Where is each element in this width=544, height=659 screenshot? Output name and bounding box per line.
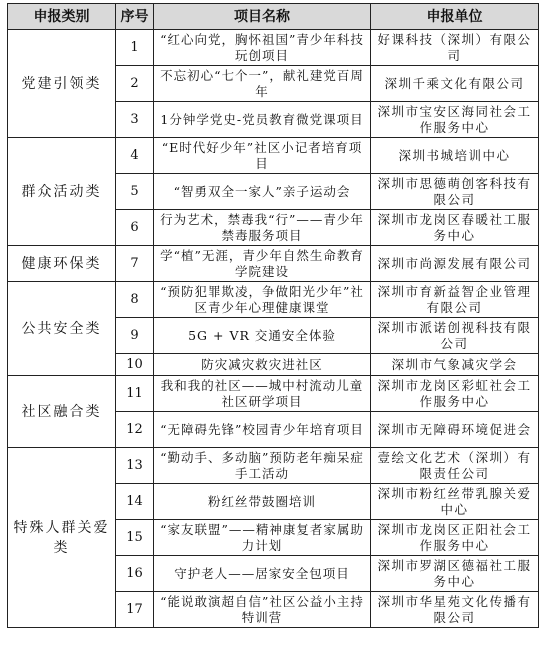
- row-number: 4: [116, 138, 154, 174]
- table-row: [8, 138, 539, 174]
- table-body: [8, 30, 539, 628]
- applicant-unit: 深圳市气象减灾学会: [371, 354, 539, 376]
- project-name: “预防犯罪欺凌，争做阳光少年”社区青少年心理健康课堂: [154, 282, 371, 318]
- project-name: 不忘初心“七个一”，献礼建党百周年: [154, 66, 371, 102]
- row-number: 2: [116, 66, 154, 102]
- project-name: “勤动手、多动脑”预防老年痴呆症手工活动: [154, 448, 371, 484]
- row-number: 1: [116, 30, 154, 66]
- applicant-unit: 深圳市龙岗区春暖社工服务中心: [371, 210, 539, 246]
- applicant-unit: 深圳市粉红丝带乳腺关爱中心: [371, 484, 539, 520]
- applicant-unit: 深圳市派诺创视科技有限公司: [371, 318, 539, 354]
- applicant-unit: 深圳市无障碍环境促进会: [371, 412, 539, 448]
- header-number: 序号: [116, 4, 154, 30]
- project-name: 我和我的社区——城中村流动儿童社区研学项目: [154, 376, 371, 412]
- category-cell: 群众活动类: [8, 138, 116, 246]
- row-number: 16: [116, 556, 154, 592]
- applicant-unit: 深圳千乘文化有限公司: [371, 66, 539, 102]
- row-number: 8: [116, 282, 154, 318]
- project-name: 学“植”无涯，青少年自然生命教育学院建设: [154, 246, 371, 282]
- project-table: [7, 3, 539, 628]
- category-cell: 公共安全类: [8, 282, 116, 376]
- row-number: 14: [116, 484, 154, 520]
- applicant-unit: 深圳书城培训中心: [371, 138, 539, 174]
- applicant-unit: 深圳市尚源发展有限公司: [371, 246, 539, 282]
- project-name: 行为艺术，禁毒我“行”——青少年禁毒服务项目: [154, 210, 371, 246]
- project-name: 守护老人——居家安全包项目: [154, 556, 371, 592]
- row-number: 7: [116, 246, 154, 282]
- row-number: 6: [116, 210, 154, 246]
- applicant-unit: 深圳市龙岗区正阳社会工作服务中心: [371, 520, 539, 556]
- category-cell: 特殊人群关爱类: [8, 448, 116, 628]
- project-name: “无障碍先锋”校园青少年培育项目: [154, 412, 371, 448]
- table-row: [8, 376, 539, 412]
- table-row: [8, 246, 539, 282]
- table-row: [8, 282, 539, 318]
- project-name: “红心向党，胸怀祖国”青少年科技玩创项目: [154, 30, 371, 66]
- applicant-unit: 深圳市思德萌创客科技有限公司: [371, 174, 539, 210]
- category-cell: 社区融合类: [8, 376, 116, 448]
- applicant-unit: 深圳市华星苑文化传播有限公司: [371, 592, 539, 628]
- project-name: “E时代好少年”社区小记者培育项目: [154, 138, 371, 174]
- header-applicant-unit: 申报单位: [371, 4, 539, 30]
- row-number: 12: [116, 412, 154, 448]
- project-name: 1分钟学党史-党员教育微党课项目: [154, 102, 371, 138]
- applicant-unit: 深圳市宝安区海同社会工作服务中心: [371, 102, 539, 138]
- row-number: 10: [116, 354, 154, 376]
- row-number: 9: [116, 318, 154, 354]
- project-name: 防灾减灾救灾进社区: [154, 354, 371, 376]
- row-number: 3: [116, 102, 154, 138]
- project-name: “家友联盟”——精神康复者家属助力计划: [154, 520, 371, 556]
- row-number: 15: [116, 520, 154, 556]
- row-number: 13: [116, 448, 154, 484]
- applicant-unit: 壹绘文化艺术（深圳）有限责任公司: [371, 448, 539, 484]
- category-cell: 党建引领类: [8, 30, 116, 138]
- row-number: 17: [116, 592, 154, 628]
- project-name: 粉红丝带鼓圈培训: [154, 484, 371, 520]
- header-project-name: 项目名称: [154, 4, 371, 30]
- applicant-unit: 深圳市龙岗区彩虹社会工作服务中心: [371, 376, 539, 412]
- applicant-unit: 深圳市罗湖区德福社工服务中心: [371, 556, 539, 592]
- project-name: 5G + VR 交通安全体验: [154, 318, 371, 354]
- table-row: [8, 448, 539, 484]
- category-cell: 健康环保类: [8, 246, 116, 282]
- row-number: 11: [116, 376, 154, 412]
- table-row: [8, 30, 539, 66]
- project-name: “智勇双全一家人”亲子运动会: [154, 174, 371, 210]
- applicant-unit: 好课科技（深圳）有限公司: [371, 30, 539, 66]
- applicant-unit: 深圳市育新益智企业管理有限公司: [371, 282, 539, 318]
- project-name: “能说敢演超自信”社区公益小主持特训营: [154, 592, 371, 628]
- header-row: [8, 4, 539, 30]
- header-category: 申报类别: [8, 4, 116, 30]
- row-number: 5: [116, 174, 154, 210]
